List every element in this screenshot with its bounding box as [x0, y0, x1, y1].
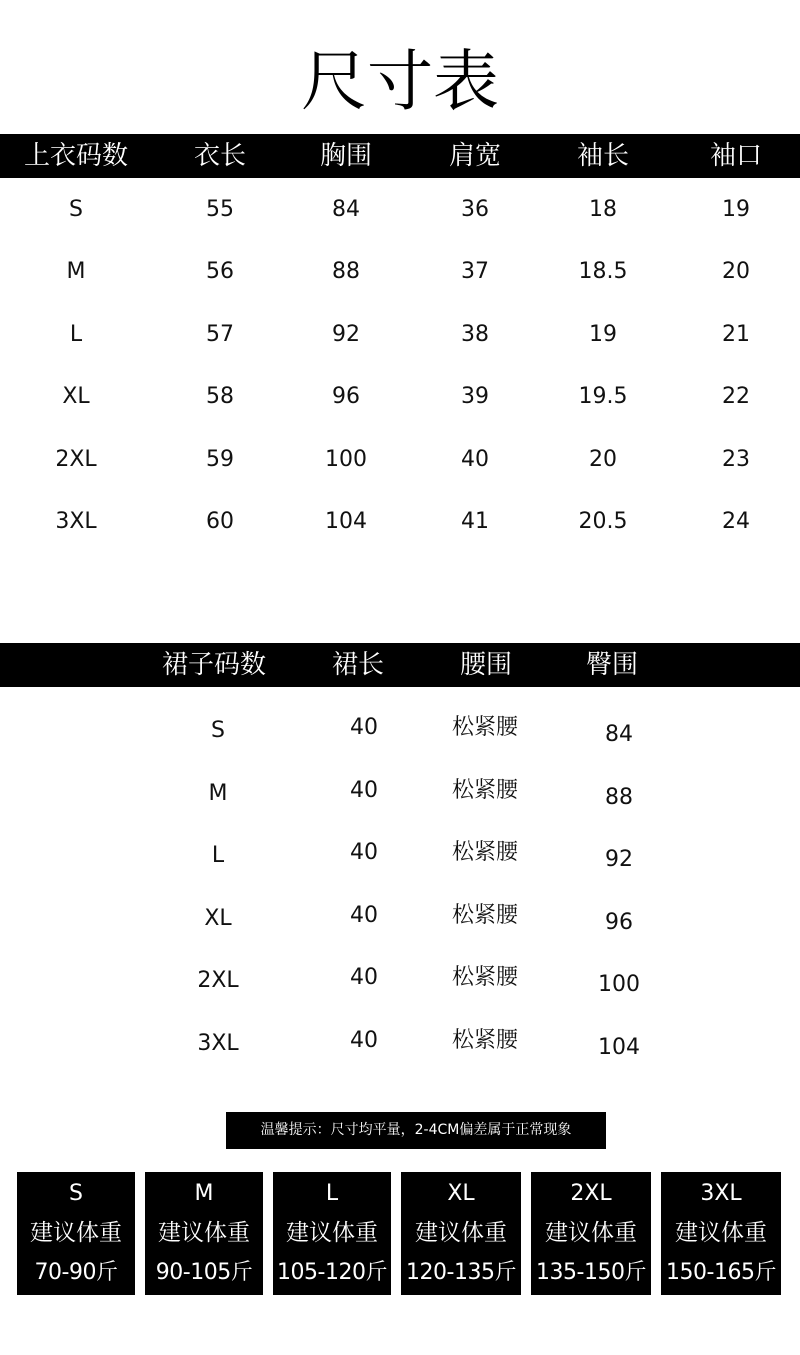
weight-size: 3XL [700, 1181, 742, 1206]
table-cell: 18.5 [578, 259, 628, 284]
top-header-sleeve: 袖长 [576, 141, 630, 171]
table-row [0, 258, 800, 286]
table-cell: 22 [722, 384, 750, 409]
table-cell: 松紧腰 [451, 715, 519, 740]
weight-box-l [273, 1172, 391, 1295]
table-cell: 19 [589, 322, 617, 347]
table-cell: 104 [325, 509, 367, 534]
weight-size: S [69, 1181, 83, 1206]
table-cell: 40 [350, 715, 378, 740]
table-cell: 松紧腰 [451, 903, 519, 928]
table-cell: 2XL [197, 968, 239, 993]
table-cell: S [69, 197, 83, 222]
top-header-size: 上衣码数 [23, 141, 129, 171]
top-table-header [0, 134, 800, 178]
table-cell: 92 [605, 847, 633, 872]
table-cell: 84 [605, 722, 633, 747]
table-cell: 40 [350, 1028, 378, 1053]
table-cell: 96 [332, 384, 360, 409]
table-cell: M [66, 259, 86, 284]
table-row [0, 383, 800, 411]
table-cell: 84 [332, 197, 360, 222]
table-cell: XL [62, 384, 90, 409]
table-cell: 59 [206, 447, 234, 472]
table-row [0, 839, 800, 879]
table-cell: 21 [722, 322, 750, 347]
weight-range: 120-135斤 [406, 1260, 516, 1285]
skirt-header-length: 裙长 [331, 650, 385, 680]
weight-range: 105-120斤 [277, 1260, 387, 1285]
table-cell: L [211, 843, 225, 868]
weight-box-m [145, 1172, 263, 1295]
tip-banner: 温馨提示：尺寸均平量，2-4CM偏差属于正常现象 [226, 1112, 606, 1149]
table-cell: 2XL [55, 447, 97, 472]
table-cell: 40 [350, 903, 378, 928]
weight-box-s [17, 1172, 135, 1295]
table-cell: 松紧腰 [451, 778, 519, 803]
table-cell: 58 [206, 384, 234, 409]
weight-range: 150-165斤 [666, 1260, 776, 1285]
table-cell: 38 [461, 322, 489, 347]
skirt-header-size: 裙子码数 [161, 650, 267, 680]
weight-label: 建议体重 [30, 1220, 122, 1246]
table-row [0, 714, 800, 754]
table-cell: S [211, 718, 225, 743]
table-cell: 96 [605, 910, 633, 935]
table-cell: 104 [598, 1035, 640, 1060]
weight-range: 70-90斤 [34, 1260, 118, 1285]
table-cell: 40 [350, 965, 378, 990]
table-cell: 20 [722, 259, 750, 284]
weight-size: L [325, 1181, 339, 1206]
table-cell: 41 [461, 509, 489, 534]
table-cell: 松紧腰 [451, 840, 519, 865]
table-cell: 60 [206, 509, 234, 534]
table-cell: 24 [722, 509, 750, 534]
table-cell: 3XL [197, 1031, 239, 1056]
weight-range: 90-105斤 [155, 1260, 253, 1285]
weight-label: 建议体重 [545, 1220, 637, 1246]
table-cell: 松紧腰 [451, 1028, 519, 1053]
table-row [0, 196, 800, 224]
weight-size: M [194, 1181, 214, 1206]
table-cell: 40 [461, 447, 489, 472]
weight-label: 建议体重 [415, 1220, 507, 1246]
table-cell: 19.5 [578, 384, 628, 409]
weight-label: 建议体重 [158, 1220, 250, 1246]
table-row [0, 964, 800, 1004]
page-title: 尺寸表 [301, 43, 499, 120]
weight-size: 2XL [570, 1181, 612, 1206]
table-row [0, 446, 800, 474]
table-cell: 57 [206, 322, 234, 347]
table-cell: 20.5 [578, 509, 628, 534]
table-cell: 100 [598, 972, 640, 997]
weight-size: XL [447, 1181, 475, 1206]
table-cell: 92 [332, 322, 360, 347]
table-row [0, 1027, 800, 1067]
table-cell: 88 [605, 785, 633, 810]
weight-box-3xl [661, 1172, 781, 1295]
top-header-chest: 胸围 [319, 141, 373, 171]
table-cell: 100 [325, 447, 367, 472]
top-header-shoulder: 肩宽 [448, 141, 502, 171]
table-row [0, 777, 800, 817]
top-header-cuff: 袖口 [709, 141, 763, 171]
table-cell: 18 [589, 197, 617, 222]
weight-box-2xl [531, 1172, 651, 1295]
table-cell: 松紧腰 [451, 965, 519, 990]
table-cell: 40 [350, 778, 378, 803]
table-cell: 40 [350, 840, 378, 865]
skirt-table-header [0, 643, 800, 687]
table-cell: 55 [206, 197, 234, 222]
table-cell: XL [204, 906, 232, 931]
weight-box-xl [401, 1172, 521, 1295]
top-header-length: 衣长 [193, 141, 247, 171]
table-cell: 88 [332, 259, 360, 284]
skirt-header-waist: 腰围 [459, 650, 513, 680]
table-cell: 23 [722, 447, 750, 472]
table-cell: 19 [722, 197, 750, 222]
weight-label: 建议体重 [675, 1220, 767, 1246]
table-cell: 56 [206, 259, 234, 284]
table-cell: L [69, 322, 83, 347]
table-cell: 39 [461, 384, 489, 409]
table-cell: 36 [461, 197, 489, 222]
table-cell: 37 [461, 259, 489, 284]
table-cell: 20 [589, 447, 617, 472]
table-row [0, 508, 800, 536]
skirt-header-hip: 臀围 [585, 650, 639, 680]
table-cell: M [208, 781, 228, 806]
table-cell: 3XL [55, 509, 97, 534]
weight-range: 135-150斤 [536, 1260, 646, 1285]
table-row [0, 902, 800, 942]
weight-label: 建议体重 [286, 1220, 378, 1246]
table-row [0, 321, 800, 349]
